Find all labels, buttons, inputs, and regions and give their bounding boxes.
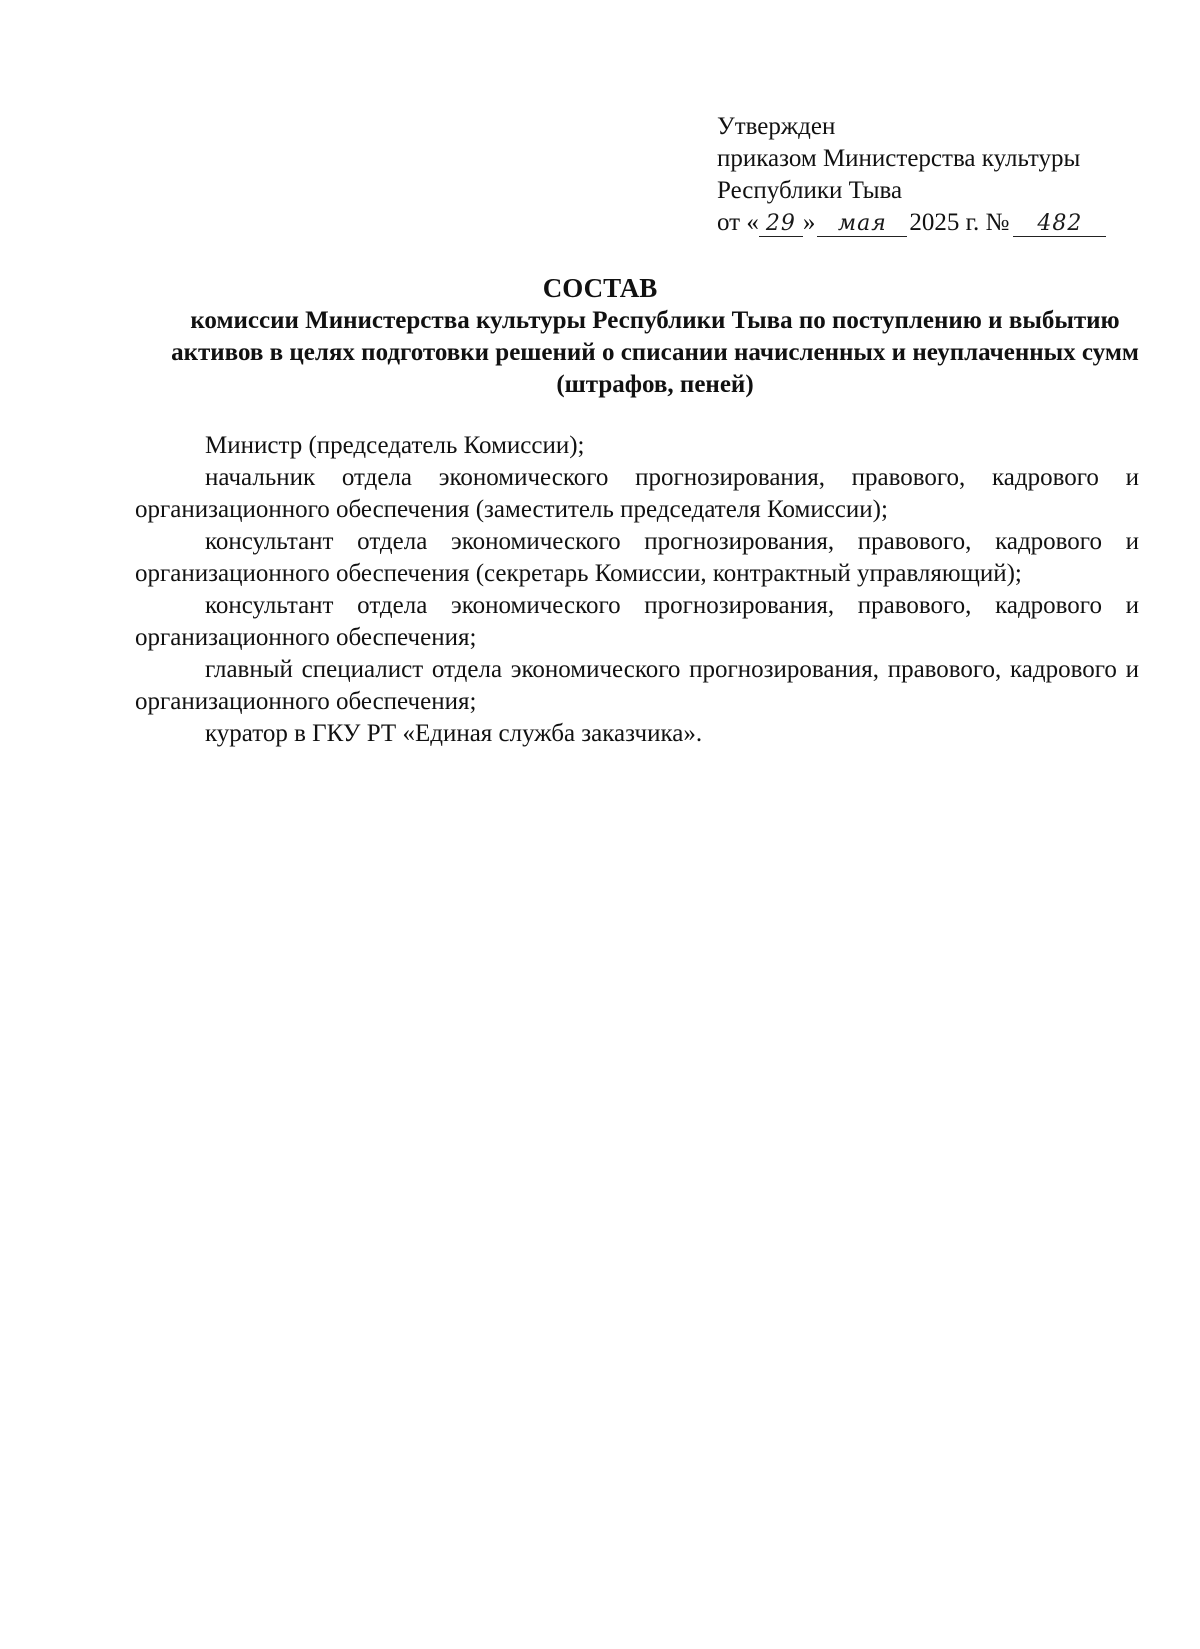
member-item: куратор в ГКУ РТ «Единая служба заказчика». (205, 720, 703, 747)
date-day-handwritten: 29 (765, 211, 796, 236)
order-number-field (1013, 210, 1106, 237)
member-item: главный специалист отдела экономического прогнозирования, правового, кадрового и организационного обеспечения; (135, 656, 1139, 715)
date-prefix: от « (717, 209, 759, 236)
date-month-field (817, 210, 907, 237)
member-item: начальник отдела экономического прогнозирования, правового, кадрового и организационного обеспечения (заместитель председателя Комиссии); (135, 464, 1139, 523)
approval-line-3: Республики Тыва (717, 177, 903, 204)
order-number-handwritten: 482 (1037, 211, 1083, 236)
member-item: консультант отдела экономического прогнозирования, правового, кадрового и организационного обеспечения (секретарь Комиссии, контрактный управляющий); (135, 528, 1139, 587)
member-item: Министр (председатель Комиссии); (205, 432, 585, 459)
date-quote-close: » (802, 209, 816, 236)
approval-block (717, 111, 1137, 239)
approval-line-2: приказом Министерства культуры (717, 145, 1081, 172)
member-item: консультант отдела экономического прогнозирования, правового, кадрового и организационного обеспечения; (135, 592, 1139, 651)
members-list (135, 430, 1139, 750)
approval-line-1: Утвержден (717, 113, 836, 140)
document-title: СОСТАВ (542, 273, 658, 303)
date-year-label: 2025 г. № (909, 209, 1010, 236)
date-month-handwritten: мая (837, 211, 887, 236)
date-day-field (759, 210, 803, 237)
document-subtitle: комиссии Министерства культуры Республики Тыва по поступлению и выбытию активов в целях подготовки решений о списании начисленных и неуплаченных сумм (штрафов, пеней) (171, 307, 1139, 398)
approval-date-line (717, 207, 1137, 239)
